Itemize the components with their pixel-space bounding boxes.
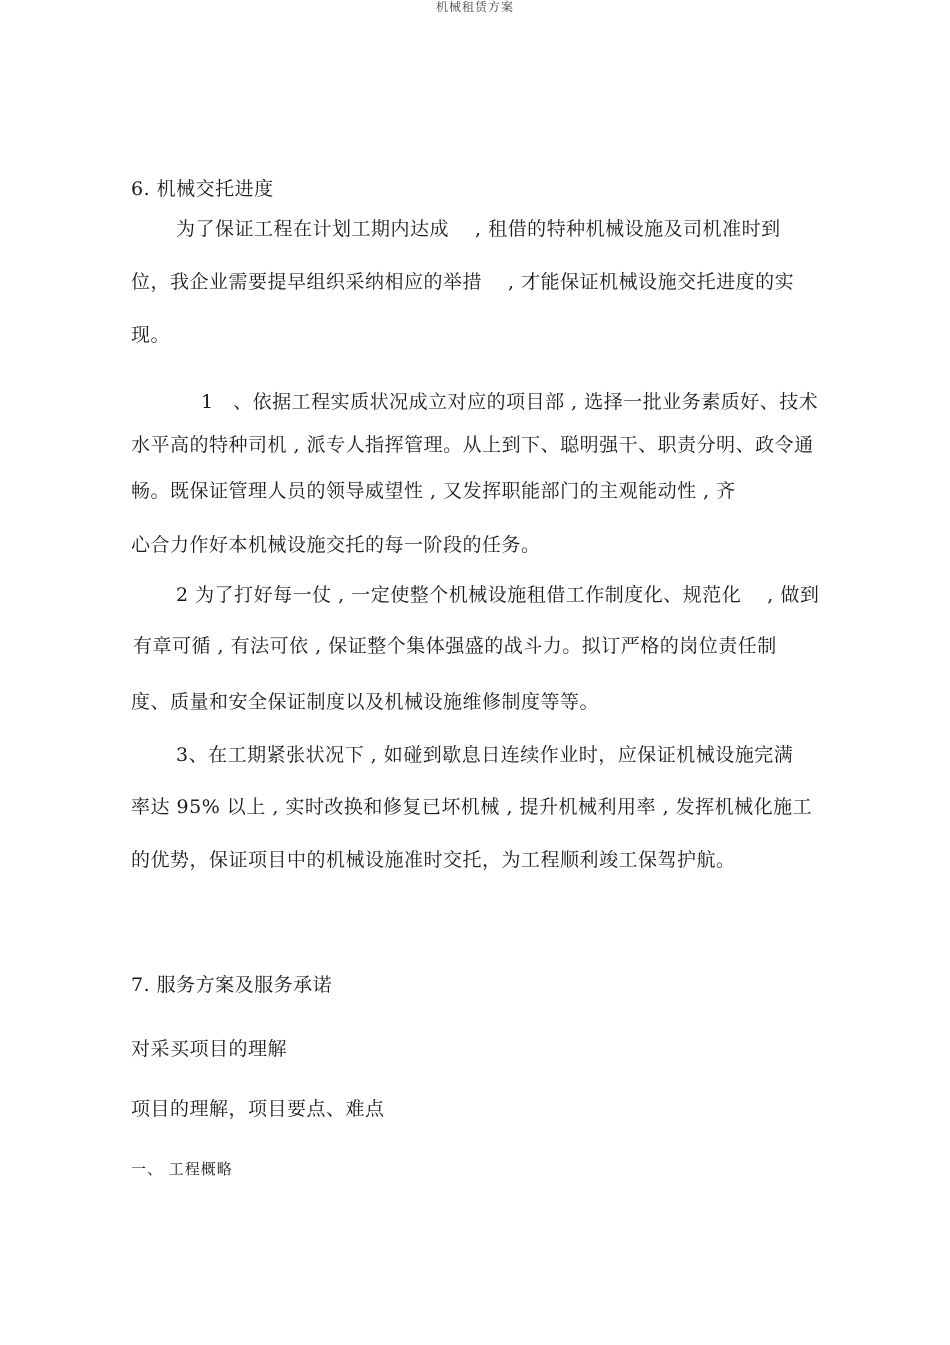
section6-intro-line-3: 现。 — [131, 324, 171, 346]
section7-heading: 7. 服务方案及服务承诺 — [131, 974, 333, 996]
section6-intro-line-1: 为了保证工程在计划工期内达成 , 租借的特种机械设施及司机准时到 — [176, 218, 781, 240]
item1-line-4: 心合力作好本机械设施交托的每一阶段的任务。 — [131, 534, 541, 556]
item1-line-1: 1 、依据工程实质状况成立对应的项目部 , 选择一批业务素质好、技术 — [201, 391, 819, 413]
item2-line-1: 2 为了打好每一仗 , 一定使整个机械设施租借工作制度化、规范化 , 做到 — [176, 584, 820, 606]
item1-line-2: 水平高的特种司机 , 派专人指挥管理。从上到下、聪明强干、职责分明、政令通 — [131, 434, 814, 456]
item1-line-3: 畅。既保证管理人员的领导威望性 , 又发挥职能部门的主观能动性 , 齐 — [131, 480, 736, 502]
item3-line-3: 的优势，保证项目中的机械设施准时交托，为工程顺利竣工保驾护航。 — [131, 849, 736, 871]
item2-line-2: 有章可循 , 有法可依 , 保证整个集体强盛的战斗力。拟订严格的岗位责任制 — [133, 635, 777, 657]
section7-subheading-3: 一、 工程概略 — [131, 1160, 233, 1178]
section7-subheading-2: 项目的理解，项目要点、难点 — [131, 1098, 385, 1120]
page-header: 机械租赁方案 — [435, 0, 514, 14]
item3-line-2: 率达 95% 以上 , 实时改换和修复已坏机械 , 提升机械利用率 , 发挥机械化施工 — [131, 796, 813, 818]
section6-intro-line-2: 位，我企业需要提早组织采纳相应的举措 , 才能保证机械设施交托进度的实 — [131, 271, 795, 293]
section6-heading: 6. 机械交托进度 — [131, 178, 274, 200]
section7-subheading-1: 对采买项目的理解 — [131, 1038, 288, 1060]
item2-line-3: 度、质量和安全保证制度以及机械设施维修制度等等。 — [131, 691, 600, 713]
item3-line-1: 3、在工期紧张状况下 , 如碰到歇息日连续作业时，应保证机械设施完满 — [176, 744, 794, 766]
